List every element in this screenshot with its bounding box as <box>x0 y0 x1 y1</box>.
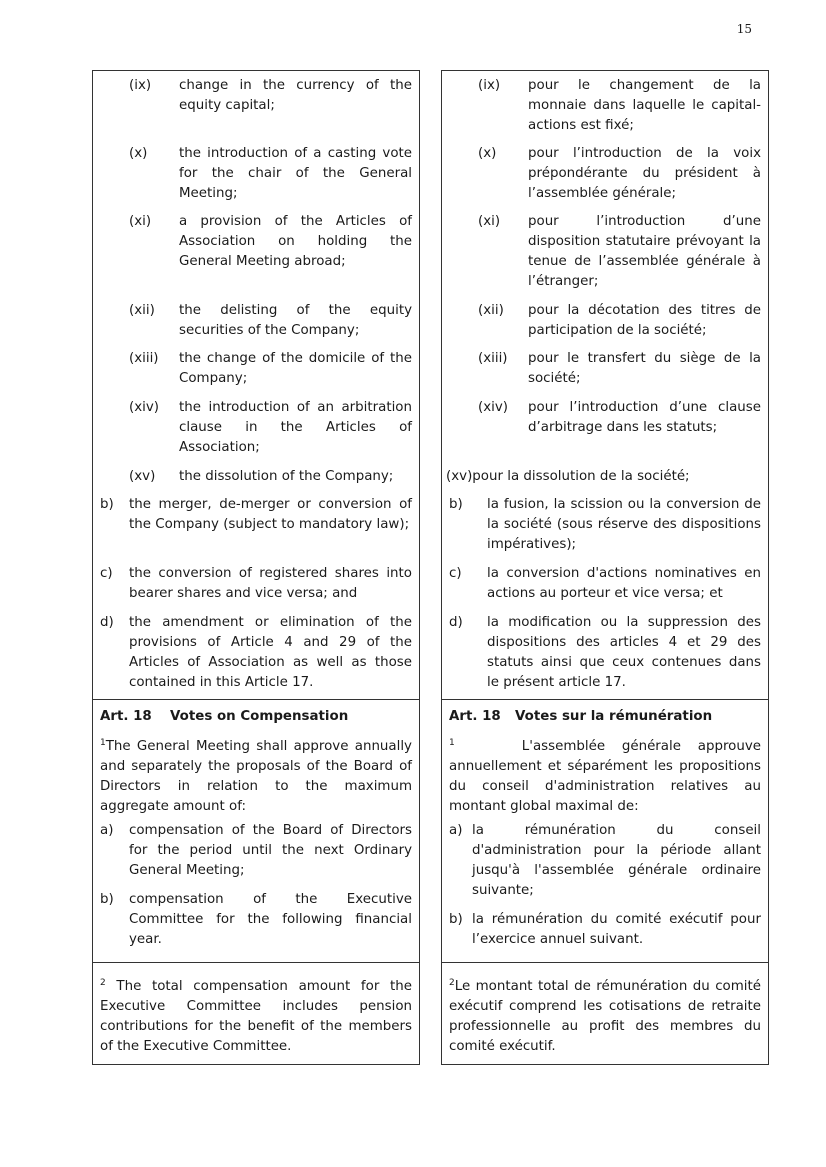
list-item: b) the merger, de-merger or conversion of the Company (subject to mandatory law); <box>100 497 412 532</box>
list-item: b) compensation of the Executive Committee for the following financial year. <box>100 892 412 947</box>
list-item: c) the conversion of registered shares into bearer shares and vice versa; and <box>100 566 412 601</box>
list-item: b) la fusion, la scission ou la conversion de la société (sous réserve des dispositions impératives); <box>449 497 761 552</box>
list-item: (xii) pour la décotation des titres de participation de la société; <box>478 303 761 338</box>
art18-para2-english-cell <box>93 963 420 1065</box>
art18-para2-french-cell <box>442 963 769 1065</box>
list-item: (ix) change in the currency of the equity capital; <box>129 78 412 113</box>
list-item: d) the amendment or elimination of the provisions of Article 4 and 29 of the Articles of Association as well as those contained in this Article 17. <box>100 615 412 690</box>
list-item: (xiii) the change of the domicile of the Company; <box>129 351 412 386</box>
page-number: 15 <box>736 22 752 36</box>
list-item: (xi) a provision of the Articles of Association on holding the General Meeting abroad; <box>129 214 412 269</box>
list-item: a) compensation of the Board of Directors for the period until the next Ordinary General Meeting; <box>100 823 412 878</box>
list-item: (xii) the delisting of the equity securities of the Company; <box>129 303 412 338</box>
article-title: Art. 18 Votes on Compensation <box>100 709 349 724</box>
art18-french-cell <box>442 700 769 963</box>
paragraph: $^2$ The total compensation amount for the Executive Committee includes pension contributions for the benefit of the members of the Executive Committee. <box>100 978 412 1054</box>
list-item: (x) pour l’introduction de la voix prépondérante du président à l’assemblée générale; <box>478 146 761 201</box>
list-item: (xv)pour la dissolution de la société; <box>446 469 690 484</box>
article-title: Art. 18 Votes sur la rémunération <box>449 709 713 724</box>
art18-para2-row <box>93 963 769 1065</box>
column-gap <box>420 700 442 963</box>
paragraph: $^1$ L'assemblée générale approuve annuellement et séparément les propositions du conseil d'administration relatives au montant global maximal de: <box>449 738 761 814</box>
bilingual-articles-table <box>92 70 769 1065</box>
column-gap <box>420 963 442 1065</box>
art17-french-cell <box>442 71 769 700</box>
list-item: a) la rémunération du conseil d'administration pour la période allant jusqu'à l'assemblée générale ordinaire suivante; <box>449 823 761 898</box>
art18-row <box>93 700 769 963</box>
column-gap <box>420 71 442 700</box>
paragraph: $^2$Le montant total de rémunération du comité exécutif comprend les cotisations de retraite professionnelle au profit des membres du comité exécutif. <box>449 978 761 1054</box>
list-item: (xiii) pour le transfert du siège de la société; <box>478 351 761 386</box>
list-item: (xv) the dissolution of the Company; <box>129 469 394 484</box>
list-item: (ix) pour le changement de la monnaie dans laquelle le capital-actions est fixé; <box>478 78 761 133</box>
art18-english-cell <box>93 700 420 963</box>
list-item: (xiv) the introduction of an arbitration clause in the Articles of Association; <box>129 400 412 455</box>
art17-english-cell <box>93 71 420 700</box>
list-item: b) la rémunération du comité exécutif pour l’exercice annuel suivant. <box>449 912 761 947</box>
list-item: (xiv) pour l’introduction d’une clause d’arbitrage dans les statuts; <box>478 400 761 435</box>
art17-row <box>93 71 769 700</box>
list-item: c) la conversion d'actions nominatives en actions au porteur et vice versa; et <box>449 566 761 601</box>
list-item: (xi) pour l’introduction d’une disposition statutaire prévoyant la tenue de l’assemblée générale à l’étranger; <box>478 214 761 289</box>
list-item: (x) the introduction of a casting vote for the chair of the General Meeting; <box>129 146 412 201</box>
list-item: d) la modification ou la suppression des dispositions des articles 4 et 29 des statuts ainsi que ceux contenues dans le présent article 17. <box>449 615 761 690</box>
paragraph: $^1$The General Meeting shall approve annually and separately the proposals of the Board of Directors in relation to the maximum aggregate amount of: <box>100 738 412 814</box>
